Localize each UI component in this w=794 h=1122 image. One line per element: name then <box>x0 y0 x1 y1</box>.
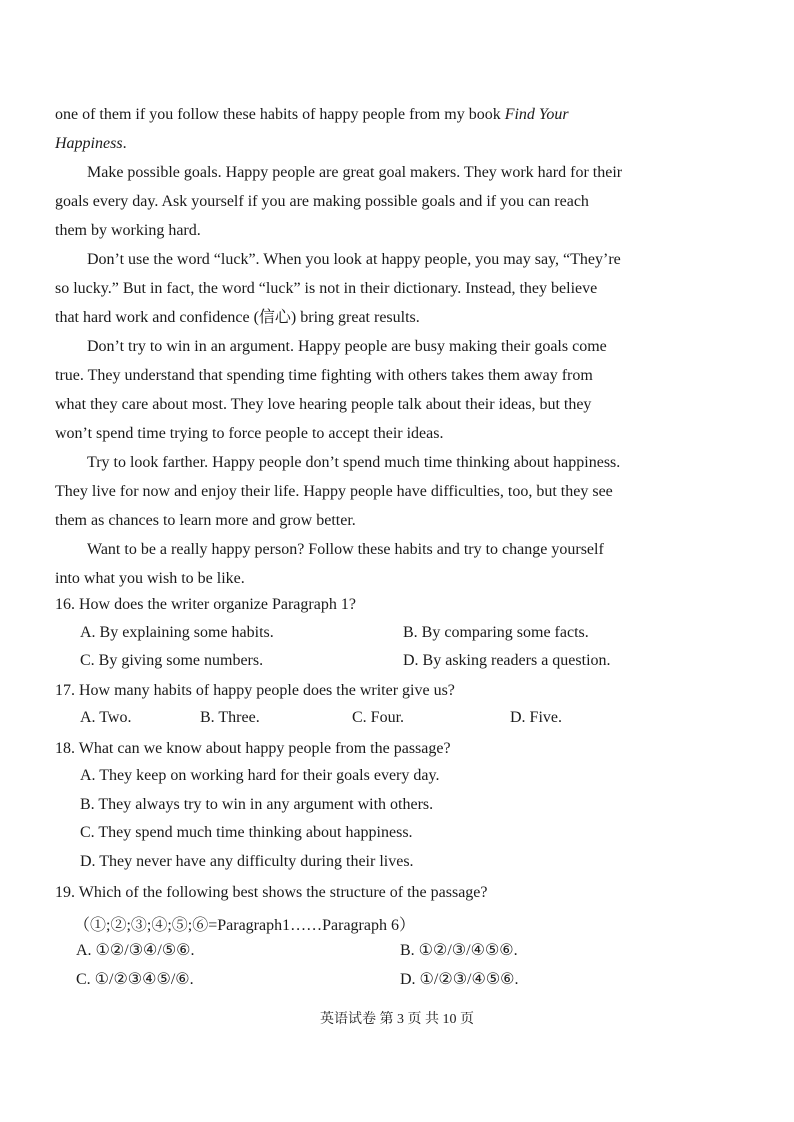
passage-line: Make possible goals. Happy people are great goal makers. They work hard for their <box>87 164 623 181</box>
passage-text: one of them if you follow these habits of happy people from my book <box>55 106 505 123</box>
passage-line: Don’t try to win in an argument. Happy people are busy making their goals come <box>87 338 607 355</box>
question-18-option-b: B. They always try to win in any argument with others. <box>80 796 434 813</box>
passage-line: what they care about most. They love hearing people talk about their ideas, but they <box>55 396 592 413</box>
question-18-option-d: D. They never have any difficulty during their lives. <box>80 853 414 870</box>
question-16-option-c: C. By giving some numbers. <box>80 652 264 669</box>
question-17-option-d: D. Five. <box>510 709 562 726</box>
passage-line <box>55 100 675 129</box>
question-19-option-a: A. ①②/③④/⑤⑥. <box>76 942 195 959</box>
passage-line: won’t spend time trying to force people to accept their ideas. <box>55 425 444 442</box>
question-16-stem: 16. How does the writer organize Paragraph 1? <box>55 596 356 613</box>
question-16-option-b: B. By comparing some facts. <box>403 624 589 641</box>
question-19-option-d: D. ①/②③/④⑤⑥. <box>400 971 519 988</box>
passage-line: Want to be a really happy person? Follow these habits and try to change yourself <box>87 541 604 558</box>
passage-line: that hard work and confidence (信心) bring great results. <box>55 309 420 326</box>
passage-line: Try to look farther. Happy people don’t spend much time thinking about happiness. <box>87 454 621 471</box>
question-19-note: （①;②;③;④;⑤;⑥=Paragraph1……Paragraph 6） <box>74 917 415 934</box>
passage-text: . <box>122 135 127 152</box>
passage-line: so lucky.” But in fact, the word “luck” is not in their dictionary. Instead, they believe <box>55 280 598 297</box>
question-16-option-d: D. By asking readers a question. <box>403 652 611 669</box>
question-18-option-a: A. They keep on working hard for their goals every day. <box>80 767 440 784</box>
question-17-stem: 17. How many habits of happy people does the writer give us? <box>55 682 455 699</box>
question-18-stem: 18. What can we know about happy people from the passage? <box>55 740 451 757</box>
passage-line: They live for now and enjoy their life. Happy people have difficulties, too, but they see <box>55 483 613 500</box>
question-19-option-c: C. ①/②③④⑤/⑥. <box>76 971 194 988</box>
passage-line: Don’t use the word “luck”. When you look at happy people, you may say, “They’re <box>87 251 621 268</box>
book-title: Happiness <box>55 135 123 152</box>
question-17-option-c: C. Four. <box>352 709 405 726</box>
passage-line: them by working hard. <box>55 222 201 239</box>
passage-line: goals every day. Ask yourself if you are making possible goals and if you can reach <box>55 193 589 210</box>
question-17-option-a: A. Two. <box>80 709 132 726</box>
question-17-option-b: B. Three. <box>200 709 260 726</box>
passage-line: into what you wish to be like. <box>55 570 245 587</box>
question-19-option-b: B. ①②/③/④⑤⑥. <box>400 942 518 959</box>
question-16-option-a: A. By explaining some habits. <box>80 624 274 641</box>
passage-line <box>55 129 675 158</box>
passage-line: them as chances to learn more and grow better. <box>55 512 356 529</box>
page-footer: 英语试卷 第 3 页 共 10 页 <box>320 1012 474 1027</box>
reading-passage <box>55 100 675 593</box>
question-18-option-c: C. They spend much time thinking about happiness. <box>80 824 413 841</box>
book-title: Find Your <box>504 106 569 123</box>
question-19-stem: 19. Which of the following best shows the structure of the passage? <box>55 884 488 901</box>
passage-line: true. They understand that spending time fighting with others takes them away from <box>55 367 593 384</box>
